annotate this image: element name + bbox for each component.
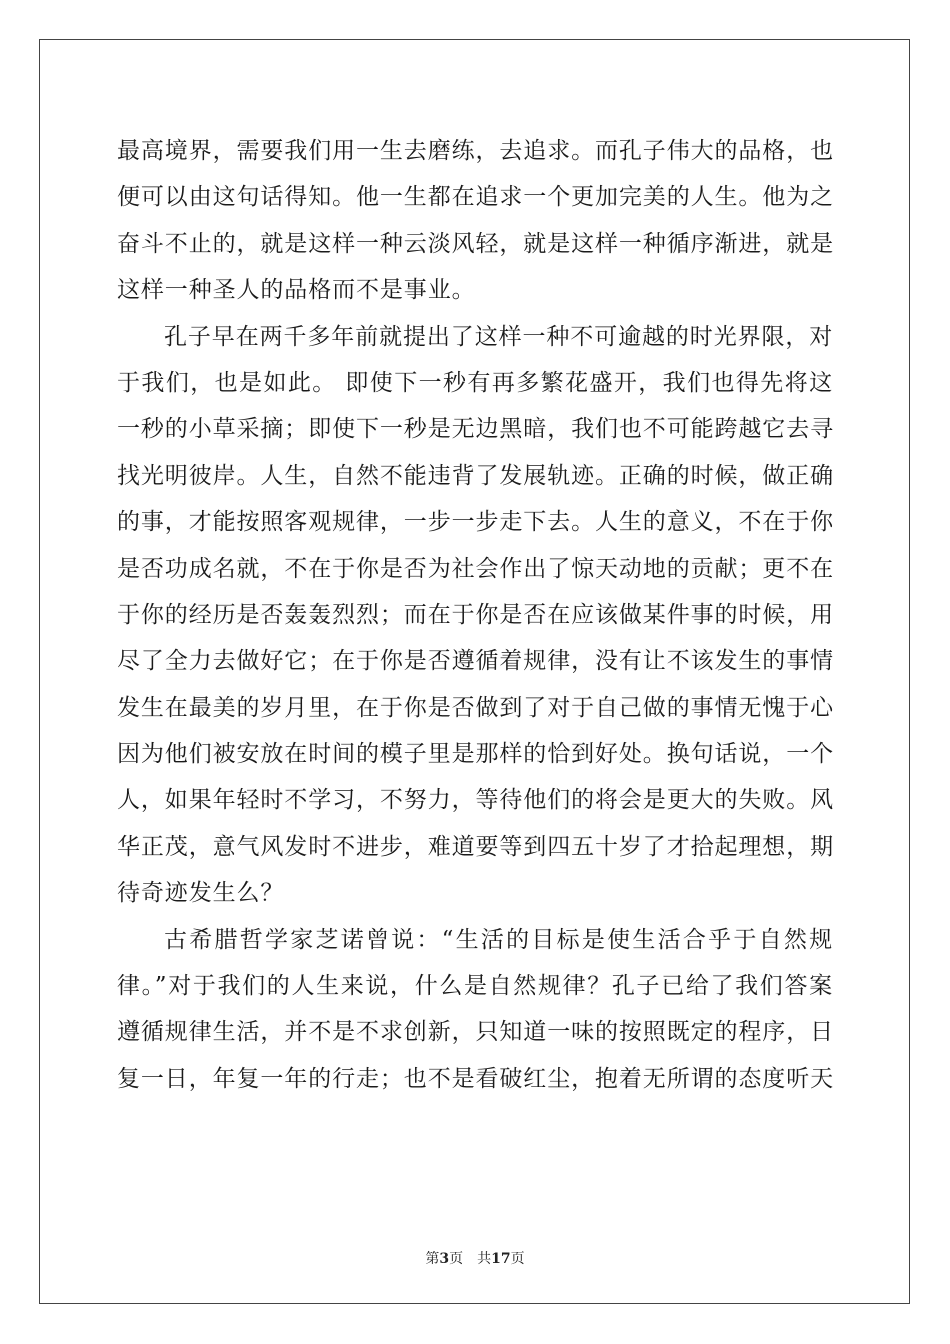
page-prefix: 第 — [425, 1251, 440, 1267]
text-line: 于你的经历是否轰轰烈烈；而在于你是否在应该做某件事的时候，用 — [117, 601, 834, 628]
text-line: 最高境界，需要我们用一生去磨练，去追求。而孔子伟大的品格，也 — [117, 138, 834, 164]
text-line: 一秒的小草采摘；即使下一秒是无边黑暗，我们也不可能跨越它去寻 — [117, 416, 834, 443]
page-number: 3 — [439, 1251, 450, 1267]
text-line: 因为他们被安放在时间的模子里是那样的恰到好处。换句话说，一个 — [117, 741, 834, 768]
text-line: 律。”对于我们的人生来说，什么是自然规律？孔子已给了我们答案 — [117, 973, 833, 1000]
text-line: 待奇迹发生么？ — [117, 880, 285, 907]
text-line: 找光明彼岸。人生，自然不能违背了发展轨迹。正确的时候，做正确 — [117, 462, 834, 489]
text-line: 是否功成名就，不在于你是否为社会作出了惊天动地的贡献；更不在 — [117, 555, 834, 582]
text-line: 这样一种圣人的品格而不是事业。 — [117, 277, 476, 304]
text-line: 华正茂，意气风发时不进步，难道要等到四五十岁了才拾起理想，期 — [117, 833, 834, 860]
text-line: 的事，才能按照客观规律，一步一步走下去。人生的意义，不在于你 — [117, 509, 834, 536]
body-text — [117, 128, 833, 1102]
text-line: 遵循规律生活，并不是不求创新，只知道一味的按照既定的程序，日 — [117, 1019, 834, 1046]
text-line: 尽了全力去做好它；在于你是否遵循着规律，没有让不该发生的事情 — [117, 648, 834, 675]
text-line: 奋斗不止的，就是这样一种云淡风轻，就是这样一种循序渐进，就是 — [117, 230, 834, 257]
total-suffix: 页 — [510, 1251, 525, 1267]
text-line: 于我们，也是如此。 即使下一秒有再多繁花盛开，我们也得先将这 — [117, 369, 833, 396]
page-footer — [0, 1248, 950, 1268]
total-prefix: 共 — [477, 1251, 492, 1267]
text-line: 便可以由这句话得知。他一生都在追求一个更加完美的人生。他为之 — [117, 184, 834, 211]
text-line: 复一日，年复一年的行走；也不是看破红尘，抱着无所谓的态度听天 — [117, 1065, 834, 1092]
text-line: 孔子早在两千多年前就提出了这样一种不可逾越的时光界限，对 — [164, 323, 834, 350]
total-pages: 17 — [491, 1251, 511, 1267]
text-line: 发生在最美的岁月里，在于你是否做到了对于自己做的事情无愧于心 — [117, 694, 834, 721]
text-line: 古希腊哲学家芝诺曾说：“生活的目标是使生活合乎于自然规 — [164, 926, 833, 953]
text-line: 人，如果年轻时不学习，不努力，等待他们的将会是更大的失败。风 — [117, 787, 834, 814]
page-suffix: 页 — [449, 1251, 464, 1267]
